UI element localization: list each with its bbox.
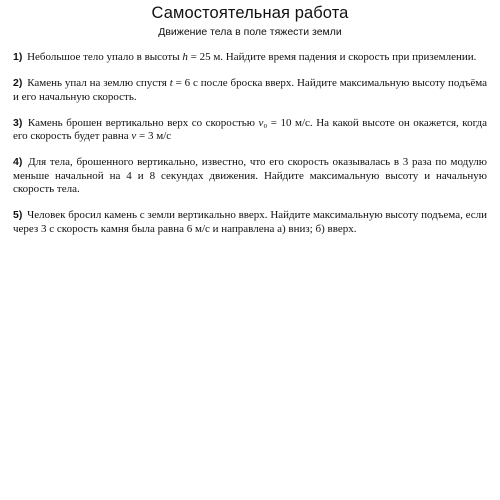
task-number: 5) bbox=[13, 209, 23, 221]
task-item bbox=[13, 209, 487, 236]
task-text: = 3 м/с bbox=[136, 130, 172, 142]
task-text: Камень брошен вертикально верх со скоростью bbox=[27, 116, 259, 129]
task-text: ₀ = 10 м/с. На какой высоте он окажется, когда его скорость будет равна bbox=[13, 116, 488, 142]
task-text: Для тела, брошенного вертикально, известно, что его скорость оказывалась в 3 раза по модулю меньше начальной на 4 и 8 секундах движения. Найдите максимальную высоту и начальную скорость тела. bbox=[13, 156, 487, 195]
task-number: 4) bbox=[13, 156, 23, 168]
task-item bbox=[13, 77, 487, 104]
task-item bbox=[13, 117, 487, 144]
task-text: Небольшое тело упало в высоты bbox=[27, 51, 183, 63]
math-variable: h bbox=[182, 51, 188, 63]
task-text: Камень упал на землю спустя bbox=[27, 77, 170, 89]
math-variable: t bbox=[169, 77, 173, 89]
task-list bbox=[13, 51, 487, 249]
math-variable: v bbox=[258, 116, 264, 129]
task-text: Человек бросил камень с земли вертикально вверх. Найдите максимальную высоту подъема, если через 3 с скорость камня была равна 6 м/с и направлена а) вниз; б) вверх. bbox=[13, 209, 488, 235]
task-number: 1) bbox=[13, 51, 23, 63]
task-item bbox=[13, 51, 487, 65]
task-text: = 25 м. Найдите время падения и скорость при приземлении. bbox=[187, 51, 477, 63]
page-subtitle: Движение тела в поле тяжести земли bbox=[158, 26, 342, 38]
page-title: Самостоятельная работа bbox=[151, 4, 349, 22]
task-number: 3) bbox=[13, 116, 23, 129]
math-variable: v bbox=[131, 130, 137, 142]
task-item bbox=[13, 156, 487, 197]
task-text: = 6 с после броска вверх. Найдите максимальную высоту подъёма и его начальную скорость. bbox=[13, 77, 488, 103]
task-number: 2) bbox=[13, 77, 23, 89]
